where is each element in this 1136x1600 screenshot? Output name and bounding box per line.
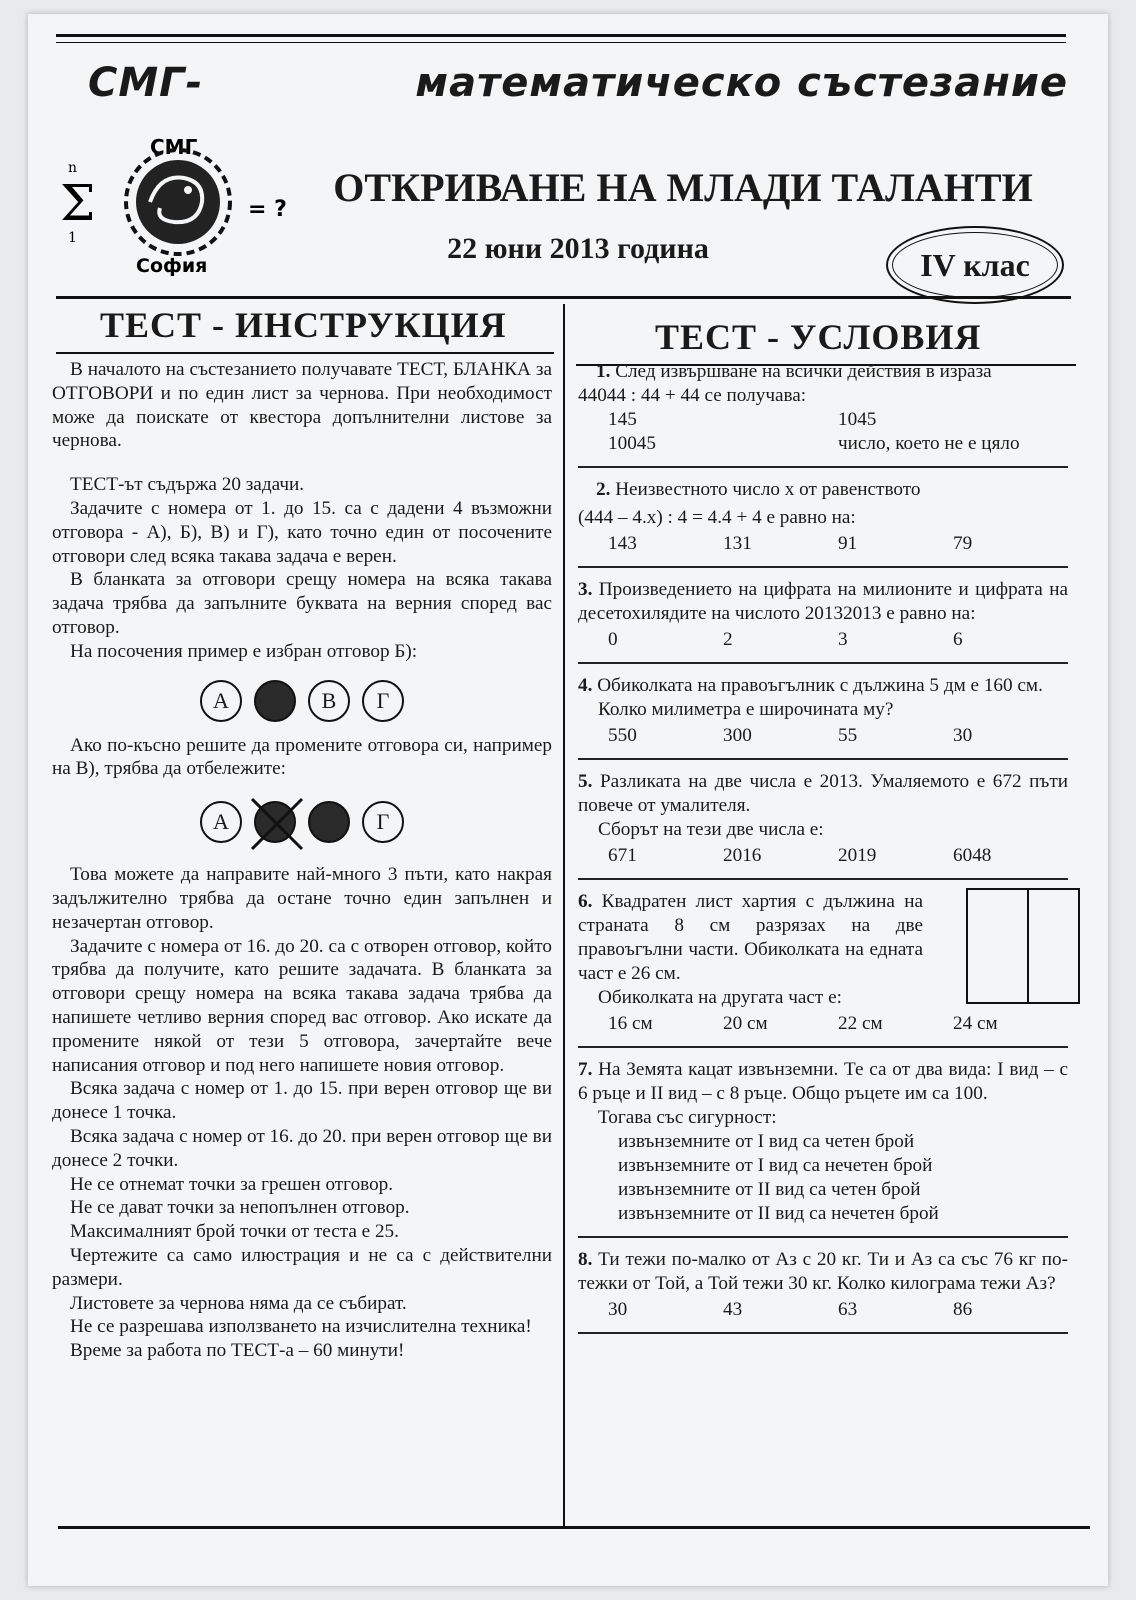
problem-3-answer-d: 6 — [953, 629, 963, 650]
top-rule-thin — [56, 42, 1066, 43]
problem-separator — [578, 566, 1068, 568]
instructions-p7: Това можете да направите най-много 3 пъти, като накрая задължително трябва да остане точно един запълнен и незачертан отговор. — [52, 864, 552, 933]
instructions-p16: Не се разрешава използването на изчислителна техника! — [70, 1316, 532, 1338]
problem-4-answer-d: 30 — [953, 725, 973, 746]
problem-1 — [578, 360, 1068, 456]
conditions-list — [578, 360, 1068, 1344]
problem-3-answer-c: 3 — [838, 629, 848, 650]
problem-8-number: 8. — [578, 1249, 593, 1270]
instructions-p5: На посочения пример е избран отговор Б): — [70, 640, 418, 662]
instructions-p9: Всяка задача с номер от 1. до 15. при верен отговор ще ви донесе 1 точка. — [52, 1078, 552, 1124]
problem-3-number: 3. — [578, 579, 593, 600]
instructions-p1: В началото на състезанието получавате ТЕСТ, БЛАНКА за ОТГОВОРИ и по един лист за чернова. При необходимост може да поискате от квестора допълнителни листове за чернова. — [52, 359, 552, 452]
problem-3 — [578, 578, 1068, 652]
example2-option-c-filled — [308, 801, 350, 843]
logo-sum-top: n — [68, 160, 78, 176]
example2-option-d: Г — [362, 801, 404, 843]
problem-7-answer-b: извънземните от I вид са нечетен брой — [618, 1155, 933, 1176]
problem-8-answer-a: 30 — [608, 1299, 628, 1320]
problem-5-question: Сборът на тези две числа е: — [598, 819, 824, 840]
problem-4-number: 4. — [578, 675, 593, 696]
problem-5-text: Разликата на две числа е 2013. Умаляемото е 672 пъти повече от умалителя. — [578, 771, 1068, 816]
header-dash: - — [185, 60, 204, 106]
problem-5 — [578, 770, 1068, 868]
problem-7-text: На Земята кацат извънземни. Те са от два вида: I вид – с 6 ръце и II вид – с 8 ръце. Общо ръцете им са 100. — [578, 1059, 1068, 1104]
problem-8-answer-d: 86 — [953, 1299, 973, 1320]
problem-4-text: Обиколката на правоъгълник с дължина 5 дм е 160 см. — [597, 675, 1043, 696]
problem-2-number: 2. — [596, 479, 611, 500]
problem-2-text: Неизвестното число x от равенството — [615, 479, 921, 500]
instructions-p6: Ако по-късно решите да промените отговора си, например на В), трябва да отбележите: — [52, 734, 552, 780]
header-event-name: математическо състезание — [415, 60, 1068, 106]
problem-1-answer-d: число, което не е цяло — [838, 433, 1020, 454]
page-title: ОТКРИВАНЕ НА МЛАДИ ТАЛАНТИ — [333, 165, 1033, 210]
problem-4-question: Колко милиметра е широчината му? — [598, 699, 894, 720]
smg-logo — [58, 132, 288, 282]
problem-1-number: 1. — [596, 361, 611, 382]
problem-1-answer-a: 145 — [608, 409, 637, 430]
problem-7-answer-a: извънземните от I вид са четен брой — [618, 1131, 915, 1152]
problem-4-answer-b: 300 — [723, 725, 752, 746]
grade-badge: IV клас — [886, 226, 1064, 304]
problem-6-answer-c: 22 см — [838, 1013, 883, 1034]
dragon-gear-icon — [126, 150, 230, 254]
instructions-p8: Задачите с номера от 16. до 20. са с отворен отговор, който трябва да получите, като решите задачата. В бланката за отговори срещу номера на всяка такава задача трябва да напишете четливо верния според вас отговор. Ако искате да промените някой от тези 5 отговора, зачертайте вече написания отговор и под него напишете новия отговор. — [52, 935, 552, 1076]
problem-5-answer-a: 671 — [608, 845, 637, 866]
instructions-p17: Време за работа по ТЕСТ-а – 60 минути! — [70, 1340, 405, 1362]
problem-6-answer-d: 24 см — [953, 1013, 998, 1034]
problem-7-number: 7. — [578, 1059, 593, 1080]
example-answer-selected — [52, 680, 552, 722]
problem-1-answer-c: 10045 — [608, 433, 656, 454]
instructions-p3: Задачите с номера от 1. до 15. са с дадени 4 възможни отговора - А), Б), В) и Г), като точно един от посочените отговори след всяка такава задача е верен. — [52, 497, 552, 567]
example2-option-b-crossed — [254, 801, 296, 843]
problem-1-expression: 44044 : 44 + 44 се получава: — [578, 385, 807, 406]
problem-7-answer-c: извънземните от II вид са четен брой — [618, 1179, 921, 1200]
problem-separator — [578, 878, 1068, 880]
cut-square-diagram — [966, 888, 1080, 1004]
problem-6-answer-a: 16 см — [608, 1013, 653, 1034]
example2-option-a: А — [200, 801, 242, 843]
logo-sum-symbol: Σ — [60, 174, 96, 232]
problem-2-answer-b: 131 — [723, 533, 752, 554]
problem-3-answer-a: 0 — [608, 629, 618, 650]
problem-2-answer-c: 91 — [838, 533, 858, 554]
problem-6 — [578, 890, 1068, 1036]
problem-1-text: След извършване на всички действия в израза — [615, 361, 992, 382]
problem-6-number: 6. — [578, 891, 593, 912]
problem-6-text: Квадратен лист хартия с дължина на страната 8 см разрязах на две правоъгълни части. Обиколката на едната част е 26 см. — [578, 891, 923, 984]
problem-7-question: Тогава със сигурност: — [598, 1107, 777, 1128]
problem-separator — [578, 758, 1068, 760]
problem-6-answer-b: 20 см — [723, 1013, 768, 1034]
problem-separator — [578, 1332, 1068, 1334]
problem-5-answer-d: 6048 — [953, 845, 992, 866]
logo-bottom-text: София — [136, 255, 208, 277]
instructions-p14: Чертежите са само илюстрация и не са с действителни размери. — [52, 1244, 552, 1290]
cross-out-icon — [248, 795, 306, 853]
instructions-p2: ТЕСТ-ът съдържа 20 задачи. — [70, 474, 305, 496]
example1-option-d: Г — [362, 680, 404, 722]
instructions-p11: Не се отнемат точки за грешен отговор. — [70, 1173, 394, 1195]
header-org: СМГ — [88, 60, 186, 106]
problem-5-number: 5. — [578, 771, 593, 792]
problem-1-answer-b: 1045 — [838, 409, 877, 430]
problem-separator — [578, 662, 1068, 664]
problem-8 — [578, 1248, 1068, 1322]
conditions-title: ТЕСТ - УСЛОВИЯ — [655, 317, 982, 357]
instructions-p4: В бланката за отговори срещу номера на всяка такава задача трябва да запълните буквата на верния според вас отговор. — [52, 569, 552, 638]
instructions-title-rule — [56, 352, 554, 354]
problem-2-answer-d: 79 — [953, 533, 973, 554]
problem-separator — [578, 466, 1068, 468]
problem-4 — [578, 674, 1068, 748]
instructions-text — [52, 358, 552, 1363]
header-event — [88, 60, 1068, 106]
contest-date: 22 юни 2013 година — [447, 232, 709, 265]
header-bottom-rule — [56, 296, 1071, 299]
problem-4-answer-a: 550 — [608, 725, 637, 746]
problem-separator — [578, 1236, 1068, 1238]
problem-8-answer-b: 43 — [723, 1299, 743, 1320]
example1-option-c: В — [308, 680, 350, 722]
example1-option-b-filled — [254, 680, 296, 722]
problem-6-question: Обиколката на другата част е: — [598, 987, 842, 1008]
column-divider — [563, 304, 565, 1529]
problem-8-text: Ти тежи по-малко от Аз с 20 кг. Ти и Аз са със 76 кг по-тежки от Той, а Той тежи 30 кг. Колко килограма тежи Аз? — [578, 1249, 1068, 1294]
logo-sum-bottom: 1 — [68, 230, 77, 246]
example1-option-a: А — [200, 680, 242, 722]
problem-5-answer-b: 2016 — [723, 845, 762, 866]
bottom-rule — [58, 1526, 1090, 1529]
instructions-p15: Листовете за чернова няма да се събират. — [70, 1292, 407, 1314]
logo-eq: = ? — [248, 197, 287, 222]
logo-top-text: СМГ — [150, 135, 198, 159]
example-answer-changed — [52, 801, 552, 843]
problem-3-answer-b: 2 — [723, 629, 733, 650]
instructions-p10: Всяка задача с номер от 16. до 20. при верен отговор ще ви донесе 2 точки. — [52, 1125, 552, 1171]
problem-separator — [578, 1046, 1068, 1048]
instructions-p12: Не се дават точки за непопълнен отговор. — [70, 1197, 410, 1219]
problem-4-answer-c: 55 — [838, 725, 858, 746]
problem-3-text: Произведението на цифрата на милионите и цифрата на десетохилядите на числото 20132013 е равно на: — [578, 579, 1068, 624]
problem-2-expression: (444 – 4.x) : 4 = 4.4 + 4 е равно на: — [578, 507, 856, 528]
instructions-title: ТЕСТ - ИНСТРУКЦИЯ — [100, 305, 507, 345]
problem-7-answer-d: извънземните от II вид са нечетен брой — [618, 1203, 939, 1224]
problem-5-answer-c: 2019 — [838, 845, 877, 866]
problem-7 — [578, 1058, 1068, 1226]
problem-2-answer-a: 143 — [608, 533, 637, 554]
problem-2 — [578, 478, 1068, 556]
top-rule — [56, 34, 1066, 37]
problem-8-answer-c: 63 — [838, 1299, 858, 1320]
instructions-p13: Максималният брой точки от теста е 25. — [70, 1221, 399, 1243]
